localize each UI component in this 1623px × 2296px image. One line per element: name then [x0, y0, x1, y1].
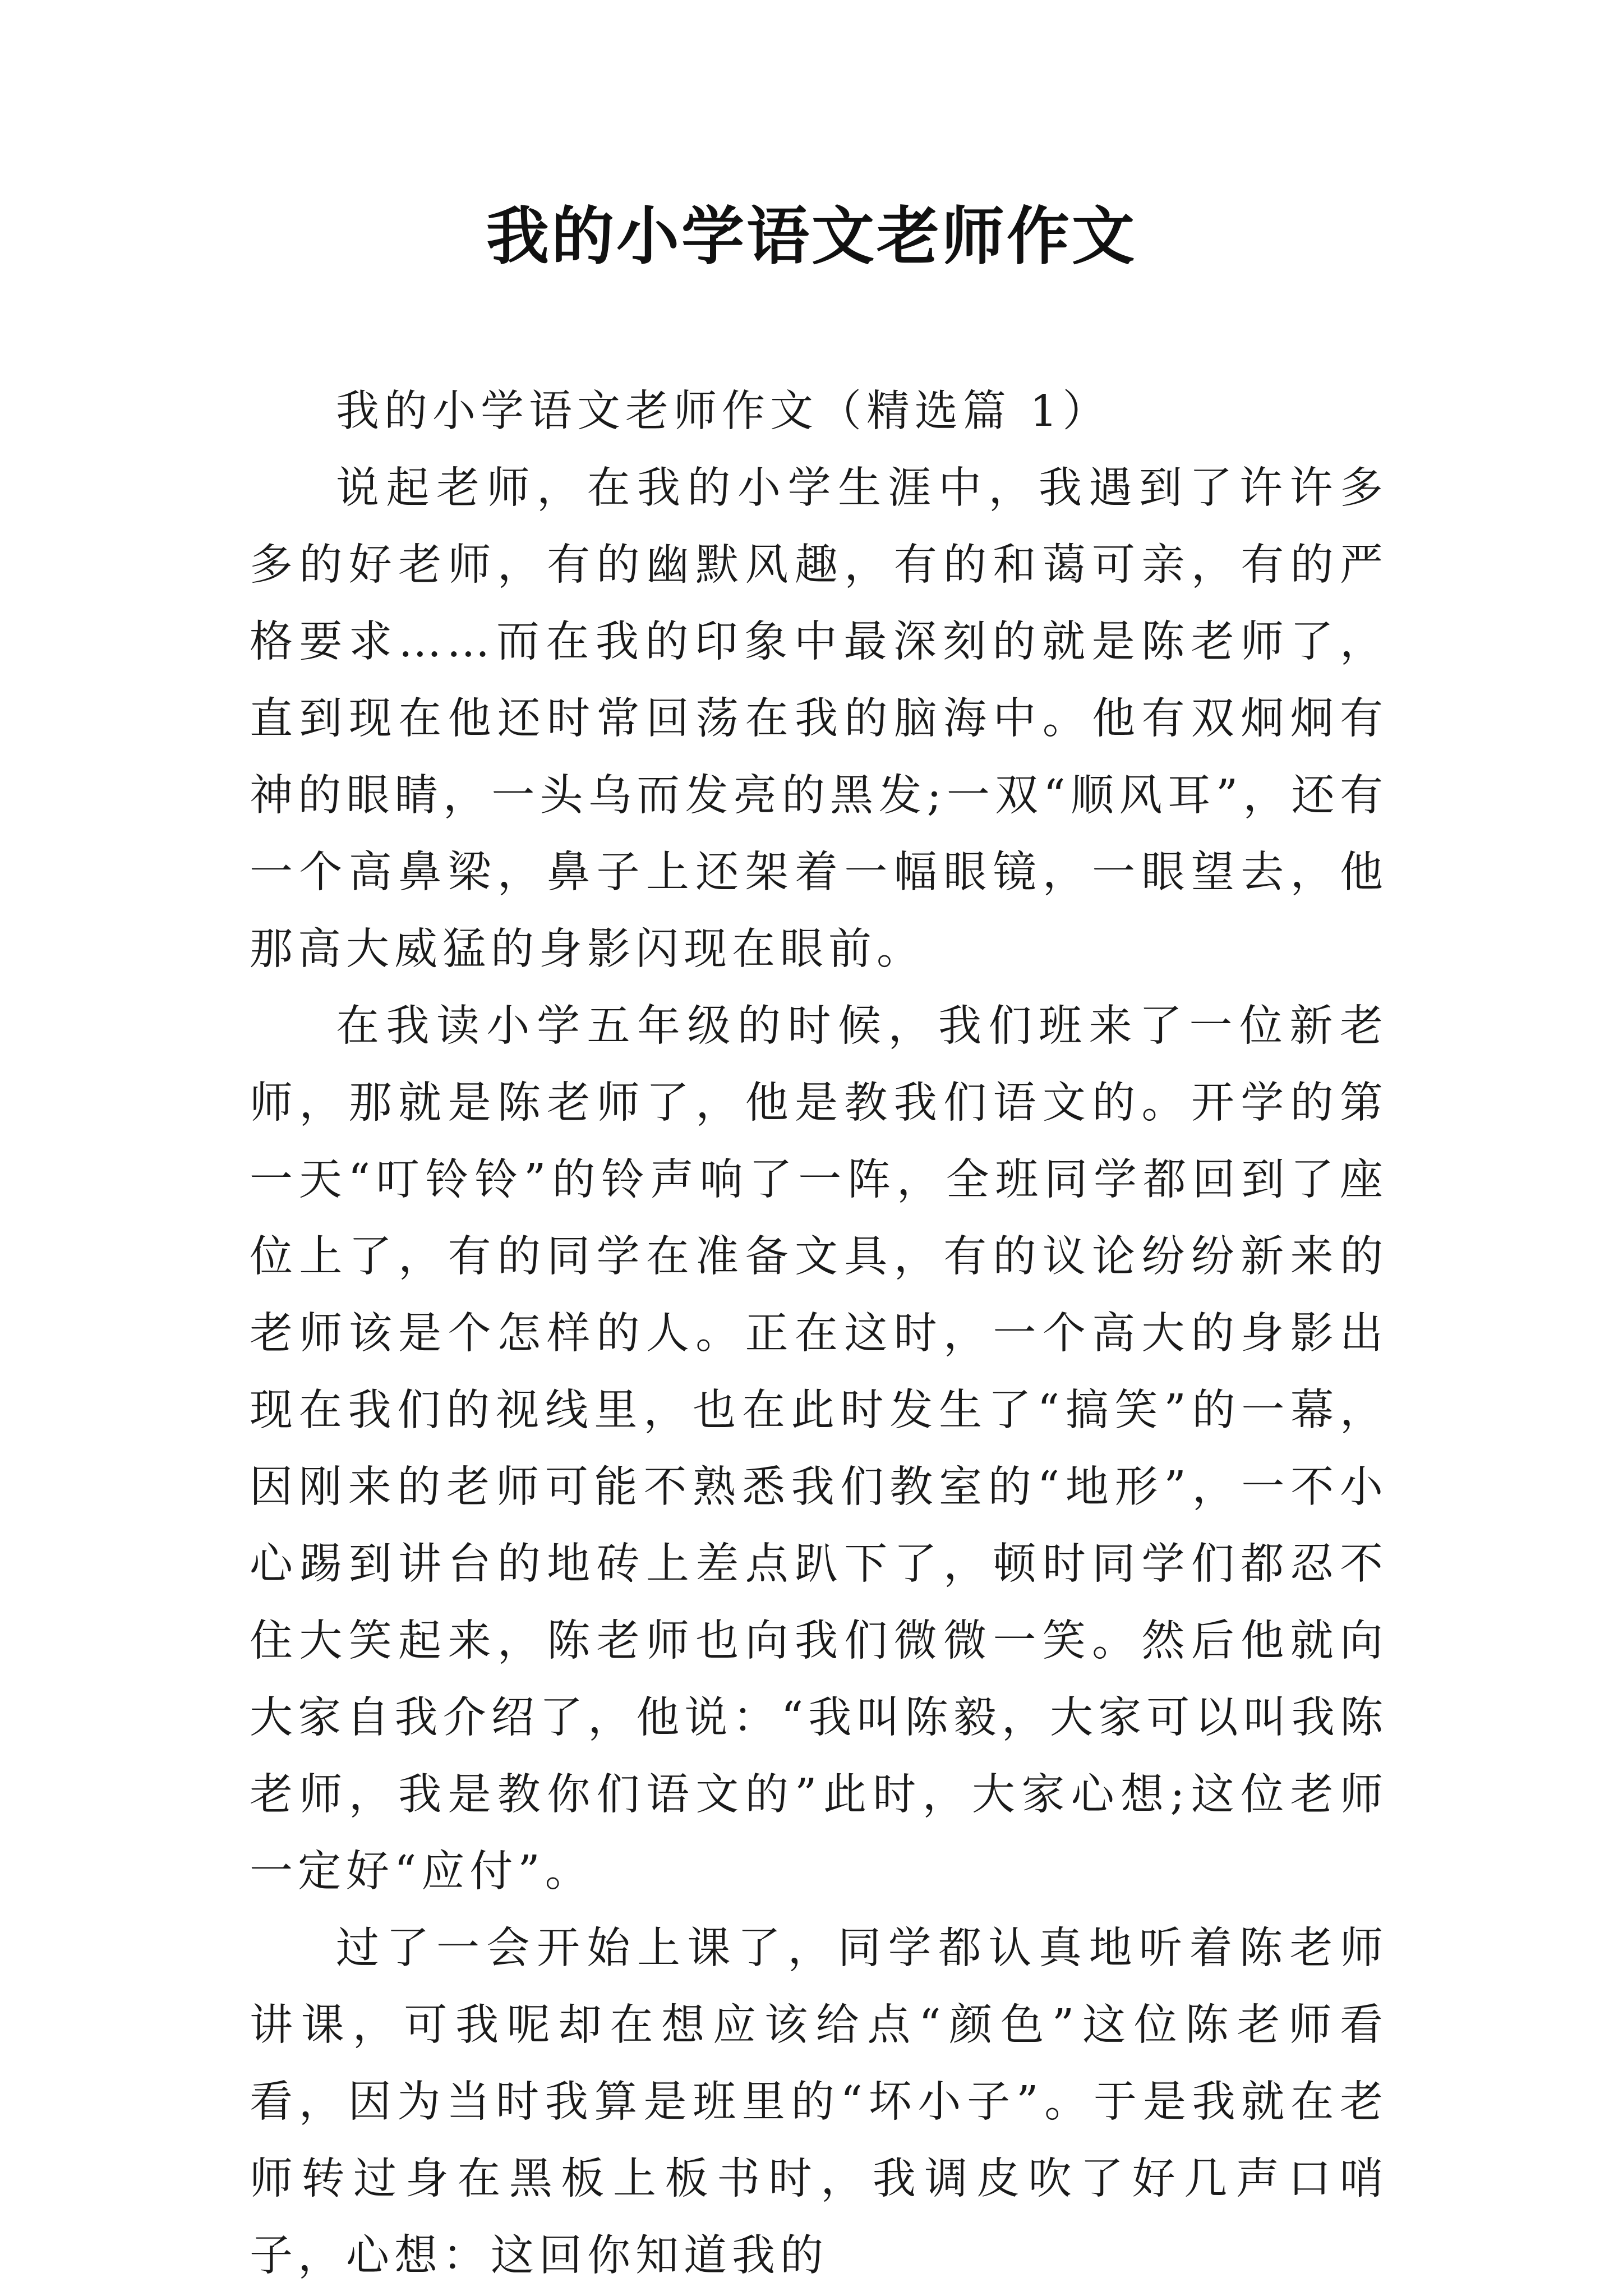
document-title: 我的小学语文老师作文 — [486, 200, 1137, 273]
paragraph: 在我读小学五年级的时候，我们班来了一位新老师，那就是陈老师了，他是教我们语文的。开学的第一天“叮铃铃”的铃声响了一阵，全班同学都回到了座位上了，有的同学在准备文具，有的议论纷纷新来的老师该是个怎样的人。正在这时，一个高大的身影出现在我们的视线里，也在此时发生了“搞笑”的一幕，因刚来的老师可能不熟悉我们教室的“地形”，一不小心踢到讲台的地砖上差点趴下了，顿时同学们都忍不住大笑起来，陈老师也向我们微微一笑。然后他就向大家自我介绍了，他说：“我叫陈毅，大家可以叫我陈老师，我是教你们语文的”此时，大家心想;这位老师一定好“应付”。 — [250, 1001, 1388, 1897]
section-subtitle: 我的小学语文老师作文（精选篇 1） — [336, 386, 1111, 436]
paragraph: 说起老师，在我的小学生涯中，我遇到了许许多多的好老师，有的幽默风趣，有的和蔼可亲，有的严格要求……而在我的印象中最深刻的就是陈老师了，直到现在他还时常回荡在我的脑海中。他有双炯炯有神的眼睛，一头乌而发亮的黑发;一双“顺风耳”，还有一个高鼻梁，鼻子上还架着一幅眼镜，一眼望去，他那高大威猛的身影闪现在眼前。 — [250, 463, 1388, 974]
paragraph: 过了一会开始上课了，同学都认真地听着陈老师讲课，可我呢却在想应该给点“颜色”这位陈老师看看，因为当时我算是班里的“坏小子”。于是我就在老师转过身在黑板上板书时，我调皮吹了好几声口哨子，心想：这回你知道我的 — [250, 1924, 1388, 2281]
document-body — [250, 373, 1388, 2294]
